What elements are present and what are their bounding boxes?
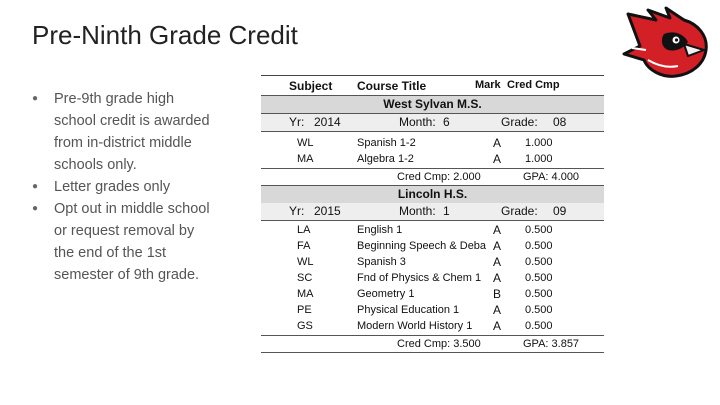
subject-cell: FA [297,240,311,252]
year-value: 2014 [314,115,341,129]
grade-value: 09 [553,204,567,218]
month-value: 6 [443,115,450,129]
subject-cell: WL [297,256,314,268]
cred-cell: 0.500 [525,288,553,300]
grade-label: Grade: [501,204,538,218]
table-row [261,302,604,318]
subject-cell: SC [297,272,313,284]
mark-cell: A [493,223,502,237]
cred-cmp-total: Cred Cmp: 2.000 [397,171,481,183]
divider [261,220,604,221]
cred-cell: 0.500 [525,272,553,284]
divider [261,352,604,353]
table-row [261,318,604,334]
table-row [261,254,604,270]
year-label: Yr: [289,115,305,129]
mark-cell: A [493,136,502,150]
bullet-item: ● Letter grades only [30,176,210,198]
table-row [261,238,604,254]
grade-label: Grade: [501,115,538,129]
bullet-list [30,88,210,286]
subject-cell: MA [297,153,314,165]
header-mark: Mark [475,79,501,91]
divider [261,75,604,76]
table-row [261,222,604,238]
subject-cell: WL [297,137,314,149]
cardinal-bird-mascot-icon [618,4,714,80]
summary-row [261,336,604,352]
subject-cell: MA [297,288,314,300]
bullet-item: ● Opt out in middle school or request removal by the end of the 1st semester of 9th grade. [30,198,210,286]
term-info-bar [261,203,604,220]
month-value: 1 [443,204,450,218]
cred-cell: 0.500 [525,256,553,268]
cred-cell: 1.000 [525,137,553,149]
cred-cell: 1.000 [525,153,553,165]
slide-title: Pre-Ninth Grade Credit [32,20,298,50]
subject-cell: LA [297,224,311,236]
transcript-image [261,75,604,353]
course-cell: Algebra 1-2 [357,153,414,165]
course-cell: Spanish 1-2 [357,137,416,149]
cred-cell: 0.500 [525,304,553,316]
course-cell: Fnd of Physics & Chem 1 [357,272,482,284]
table-row [261,270,604,286]
school-name: Lincoln H.S. [261,186,604,203]
term-info-bar [261,114,604,131]
header-course-title: Course Title [357,79,427,93]
course-cell: English 1 [357,224,403,236]
gpa-value: GPA: 3.857 [523,338,580,350]
course-cell: Beginning Speech & Deba [357,240,487,252]
summary-row [261,169,604,185]
cred-cell: 0.500 [525,240,553,252]
month-label: Month: [399,204,436,218]
course-cell: Physical Education 1 [357,304,460,316]
course-cell: Modern World History 1 [357,320,473,332]
header-cred-cmp: Cred Cmp [507,79,560,91]
table-row [261,135,604,151]
subject-cell: GS [297,320,313,332]
grade-value: 08 [553,115,567,129]
bullet-item: ● Pre-9th grade high school credit is awarded from in-district middle schools only. [30,88,210,176]
school-name: West Sylvan M.S. [261,96,604,113]
mark-cell: B [493,287,502,301]
mark-cell: A [493,152,502,166]
cred-cell: 0.500 [525,224,553,236]
gpa-value: GPA: 4.000 [523,171,580,183]
year-value: 2015 [314,204,341,218]
mark-cell: A [493,303,502,317]
mark-cell: A [493,239,502,253]
divider [261,131,604,132]
course-cell: Spanish 3 [357,256,406,268]
cred-cmp-total: Cred Cmp: 3.500 [397,338,481,350]
course-cell: Geometry 1 [357,288,415,300]
mark-cell: A [493,271,502,285]
header-subject: Subject [289,79,333,93]
mark-cell: A [493,319,502,333]
cred-cell: 0.500 [525,320,553,332]
table-row [261,286,604,302]
month-label: Month: [399,115,436,129]
year-label: Yr: [289,204,305,218]
table-row [261,151,604,167]
subject-cell: PE [297,304,312,316]
mark-cell: A [493,255,502,269]
